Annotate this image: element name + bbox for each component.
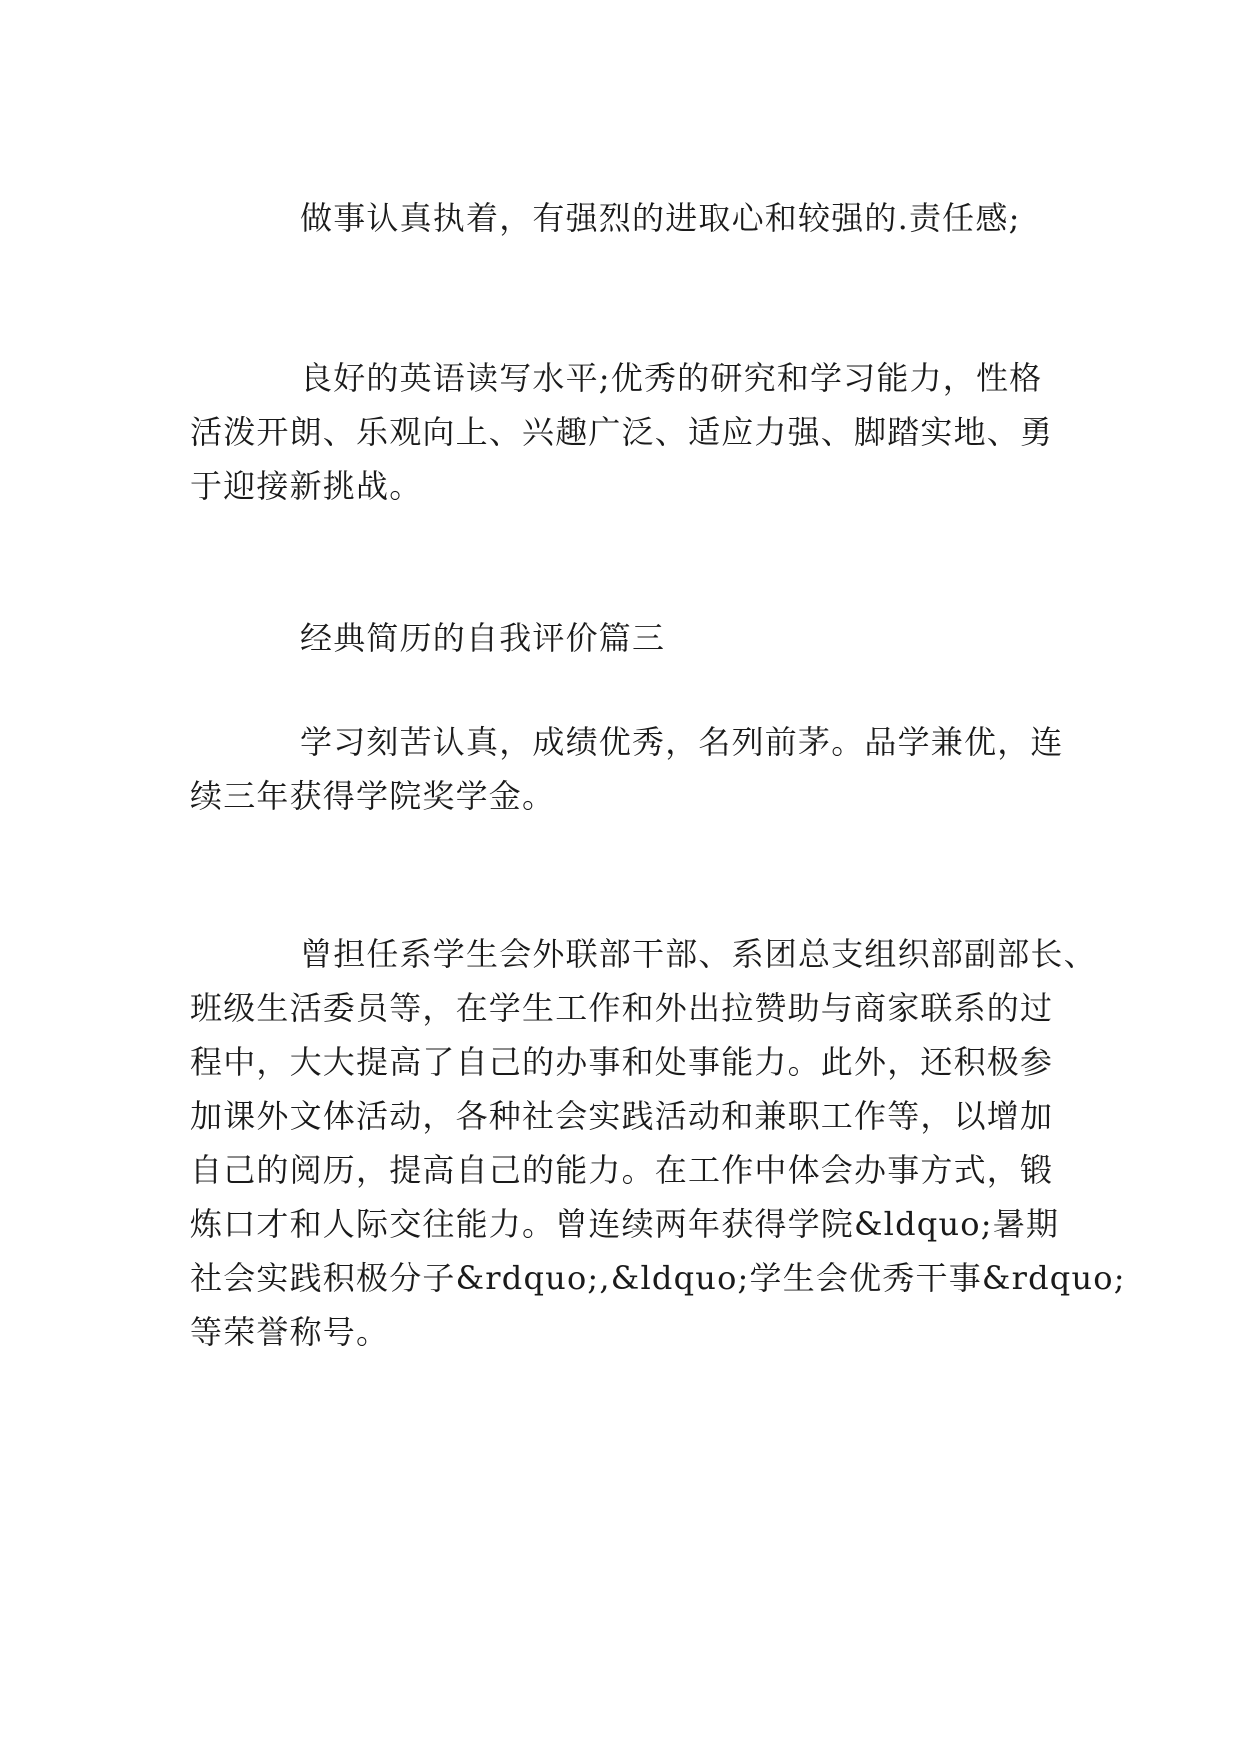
paragraph-4-line-6: 炼口才和人际交往能力。曾连续两年获得学院&ldquo;暑期 <box>190 1205 1060 1243</box>
paragraph-3-line-1: 学习刻苦认真，成绩优秀，名列前茅。品学兼优，连 <box>300 723 1064 761</box>
paragraph-4-line-7: 社会实践积极分子&rdquo;,&ldquo;学生会优秀干事&rdquo; <box>190 1259 1126 1297</box>
paragraph-1-line-1: 做事认真执着，有强烈的进取心和较强的.责任感; <box>300 199 1021 237</box>
paragraph-4-line-2: 班级生活委员等，在学生工作和外出拉赞助与商家联系的过 <box>190 989 1054 1027</box>
paragraph-3-line-2: 续三年获得学院奖学金。 <box>190 777 556 815</box>
paragraph-2-line-1: 良好的英语读写水平;优秀的研究和学习能力，性格 <box>300 359 1043 397</box>
paragraph-4-line-3: 程中，大大提高了自己的办事和处事能力。此外，还积极参 <box>190 1043 1054 1081</box>
paragraph-2-line-3: 于迎接新挑战。 <box>190 467 423 505</box>
paragraph-4-line-5: 自己的阅历，提高自己的能力。在工作中体会办事方式，锻 <box>190 1151 1054 1189</box>
paragraph-4-line-1: 曾担任系学生会外联部干部、系团总支组织部副部长、 <box>300 935 1097 973</box>
paragraph-2-line-2: 活泼开朗、乐观向上、兴趣广泛、适应力强、脚踏实地、勇 <box>190 413 1054 451</box>
section-heading: 经典简历的自我评价篇三 <box>300 619 666 657</box>
paragraph-4-line-8: 等荣誉称号。 <box>190 1313 390 1351</box>
paragraph-4-line-4: 加课外文体活动，各种社会实践活动和兼职工作等，以增加 <box>190 1097 1054 1135</box>
